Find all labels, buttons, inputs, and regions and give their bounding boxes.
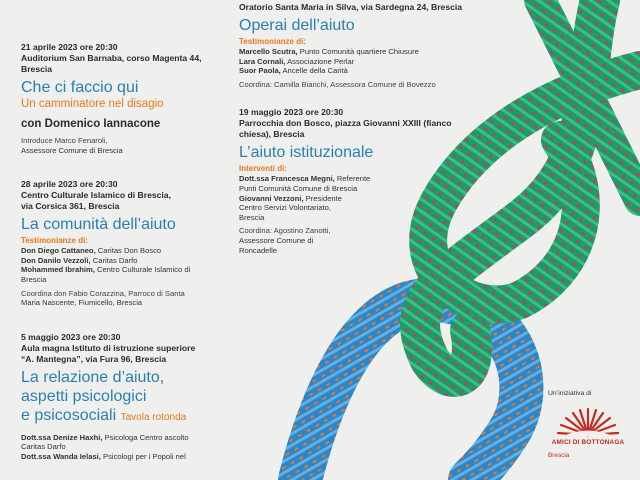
event-label: Testimonianze di: [239,37,306,46]
participant-name: Lara Cornali, [239,56,286,66]
participant-role: Ancelle della Carità [280,66,348,76]
participant-role: Psicologi per i Popoli nel [100,451,186,461]
event-title-text: e psicosociali [21,406,117,424]
participant-name: Dott.ssa Wanda Ielasi, [21,451,101,461]
organizer-intro: Un’iniziativa di [548,390,592,397]
event-coordinator-line3: Roncadelle [239,245,277,255]
participant-name: Don Diego Cattaneo, [21,246,96,256]
event-format-tag: Tavola rotonda [120,411,187,423]
participant [239,174,489,184]
participant-name: Mohammed Ibrahim, [21,265,95,275]
participant-role-line3: Brescia [239,212,265,222]
event-title: La comunità dell’aiuto [21,216,176,234]
event-coordinator: Coordina don Fabio Corazzina, Parroco di Santa [21,288,185,298]
participant-role: Caritas Darfo [90,255,138,265]
participant-name: Dott.ssa Francesca Megni, [239,174,335,184]
participant-role-line2: Caritas Darfo [21,442,66,452]
participant-role: Caritas Don Bosco [95,246,162,256]
event-card-3 [21,332,231,462]
participant-name: Giovanni Vezzoni, [239,193,304,203]
participant [239,194,489,204]
event-date: 5 maggio 2023 ore 20:30 [21,331,121,342]
event-title: Che ci faccio qui [21,79,139,96]
event-card-5 [239,107,489,255]
left-column [21,0,231,462]
event-venue: Centro Culturale Islamico di Brescia, [21,190,171,201]
event-title: L’aiuto istituzionale [239,144,374,162]
event-guest: con Domenico Iannacone [21,118,161,130]
event-card-1 [21,42,231,155]
participant-name: Suor Paola, [239,66,281,76]
event-venue-line2: Brescia [21,64,53,74]
participant-role-line2: Punti Comunità Comune di Brescia [239,183,358,193]
event-card-2 [21,179,231,308]
organizer-logo [548,390,628,459]
event-venue: Parrocchia don Bosco, piazza Giovanni XXIII (fianco [239,118,452,129]
sunburst-icon [553,403,623,437]
event-subtitle: Un camminatore nel disagio [21,98,164,110]
event-venue: Oratorio Santa Maria in Silva, via Sardegna 24, Brescia [239,2,463,12]
organizer-name: AMICI DI BOTTONAGA [551,439,625,446]
participant-role: Punto Comunità quartiere Chiusure [297,47,419,56]
participant [21,452,231,462]
event-date: 19 maggio 2023 ore 20:30 [239,107,344,118]
participant [21,256,231,266]
event-venue-line2: chiesa), Brescia [239,129,305,140]
event-date: 28 aprile 2023 ore 20:30 [21,179,118,190]
participant-role: Presidente [303,193,342,203]
event-label: Interventi di: [239,164,288,174]
event-coordinator: Coordina: Camilla Bianchi, Assessora Comune di Bovezzo [239,79,436,89]
event-title-line2: aspetti psicologici [21,387,147,405]
event-venue-line2: “A. Mantegna”, via Fura 96, Brescia [21,353,167,364]
event-label: Testimonianze di: [21,236,88,246]
participant [21,246,231,256]
event-venue-line2: via Corsica 361, Brescia [21,201,120,212]
event-coordinator-line2: Assessore Comune di [239,235,314,245]
event-venue: Aula magna Istituto di istruzione superiore [21,342,196,353]
participant-name: Don Danilo Vezzoli, [21,255,91,265]
event-intro-line2: Assessore Comune di Brescia [21,145,123,155]
participant-role: Psicologa Centro ascolto [102,432,189,442]
participant-role-line2: Brescia [21,274,47,284]
event-card-4 [239,2,489,89]
participant-role: Referente [334,174,371,184]
event-title-line3 [21,406,231,427]
organizer-city: Brescia [548,452,570,459]
participant-role-line2: Centro Servizi Volontariato, [239,203,332,213]
participant [239,66,489,76]
event-date: 21 aprile 2023 ore 20:30 [21,42,118,52]
participant-role: Associazione Perlar [285,56,355,66]
participant [239,47,489,57]
participant [21,265,231,275]
event-coordinator-line2: Maria Nascente, Fiumicello, Brescia [21,298,143,308]
event-venue: Auditorium San Barnaba, corso Magenta 44, [21,53,202,63]
event-title-line1: La relazione d’aiuto, [21,368,165,386]
participant [21,433,231,443]
participant-name: Marcello Scutra, [239,47,298,56]
event-coordinator: Coordina: Agostino Zanotti, [239,226,331,236]
participant [239,57,489,67]
participant-name: Dott.ssa Denize Haxhi, [21,432,103,442]
right-column [239,0,489,255]
event-title: Operai dell’aiuto [239,17,355,34]
participant-role: Centro Culturale Islamico di [94,265,191,275]
event-intro: Introduce Marco Fenaroli, [21,136,108,145]
